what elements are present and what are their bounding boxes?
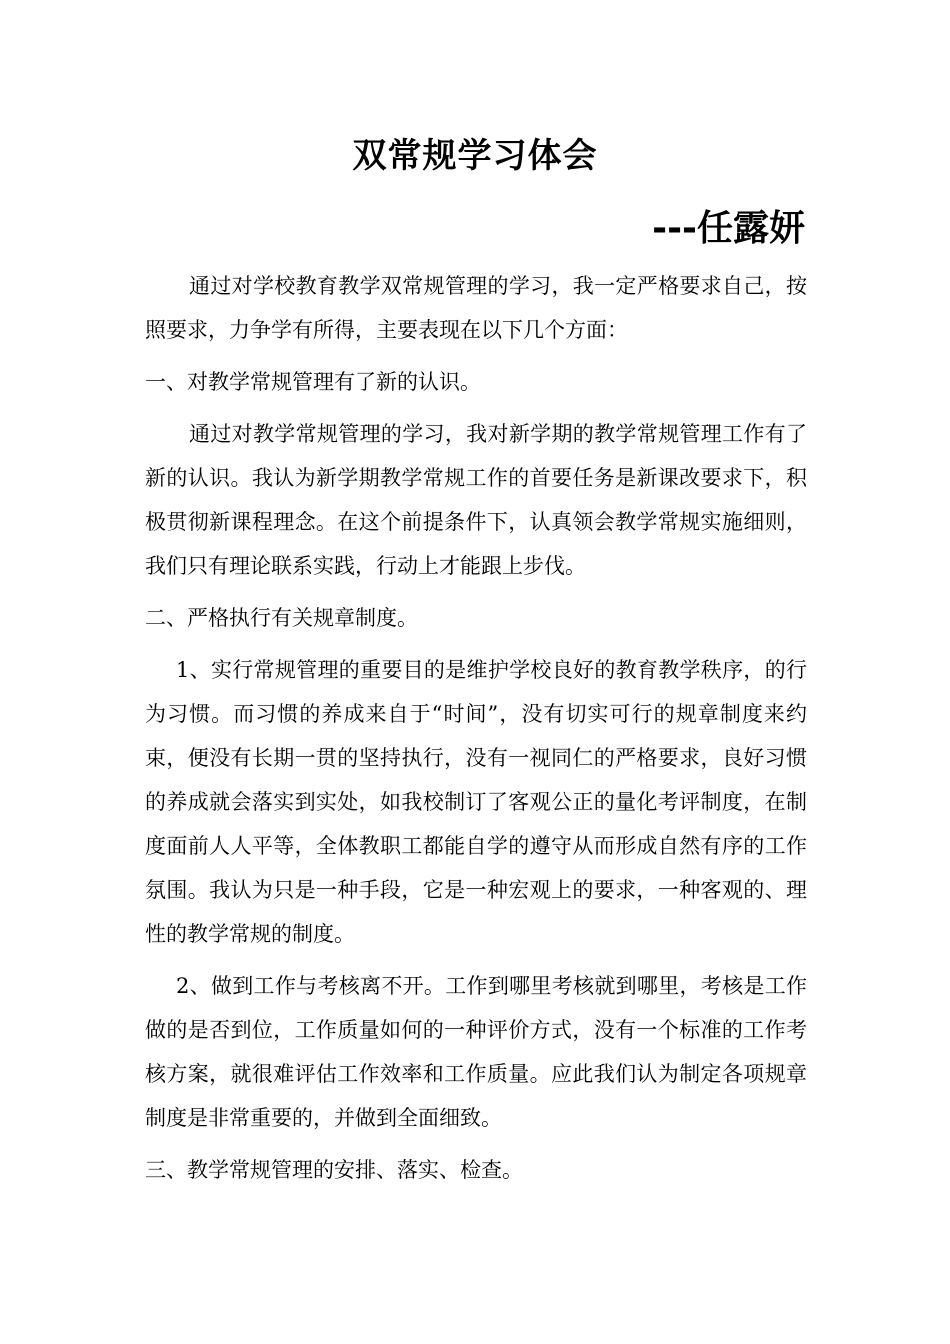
- document-title: 双常规学习体会: [352, 136, 598, 176]
- intro-paragraph: 通过对学校教育教学双常规管理的学习，我一定严格要求自己，按照要求，力争学有所得，主要表现在以下几个方面：: [145, 274, 807, 342]
- section-2-item-1: 1、实行常规管理的重要目的是维护学校良好的教育教学秩序，的行为习惯。而习惯的养成来自于“时间”，没有切实可行的规章制度来约束，便没有长期一贯的坚持执行，没有一视同仁的严格要求，良好习惯的养成就会落实到实处，如我校制订了客观公正的量化考评制度，在制度面前人人平等，全体教职工都能自学的遵守从而形成自然有序的工作氛围。我认为只是一种手段，它是一种宏观上的要求，一种客观的、理性的教学常规的制度。: [145, 658, 807, 946]
- section-1-paragraph: 通过对教学常规管理的学习，我对新学期的教学常规管理工作有了新的认识。我认为新学期教学常规工作的首要任务是新课改要求下，积极贯彻新课程理念。在这个前提条件下，认真领会教学常规实施细则，我们只有理论联系实践，行动上才能跟上步伐。: [145, 422, 807, 578]
- section-heading-1: 一、对教学常规管理有了新的认识。: [145, 370, 481, 394]
- section-heading-3: 三、教学常规管理的安排、落实、检查。: [145, 1158, 523, 1182]
- section-2-item-2: 2、做到工作与考核离不开。工作到哪里考核就到哪里，考核是工作做的是否到位，工作质量如何的一种评价方式，没有一个标准的工作考核方案，就很难评估工作效率和工作质量。应此我们认为制定各项规章制度是非常重要的，并做到全面细致。: [145, 974, 807, 1130]
- document-body: [145, 264, 807, 1192]
- section-heading-2: 二、严格执行有关规章制度。: [145, 606, 418, 630]
- document-author: ---任露妍: [652, 208, 805, 249]
